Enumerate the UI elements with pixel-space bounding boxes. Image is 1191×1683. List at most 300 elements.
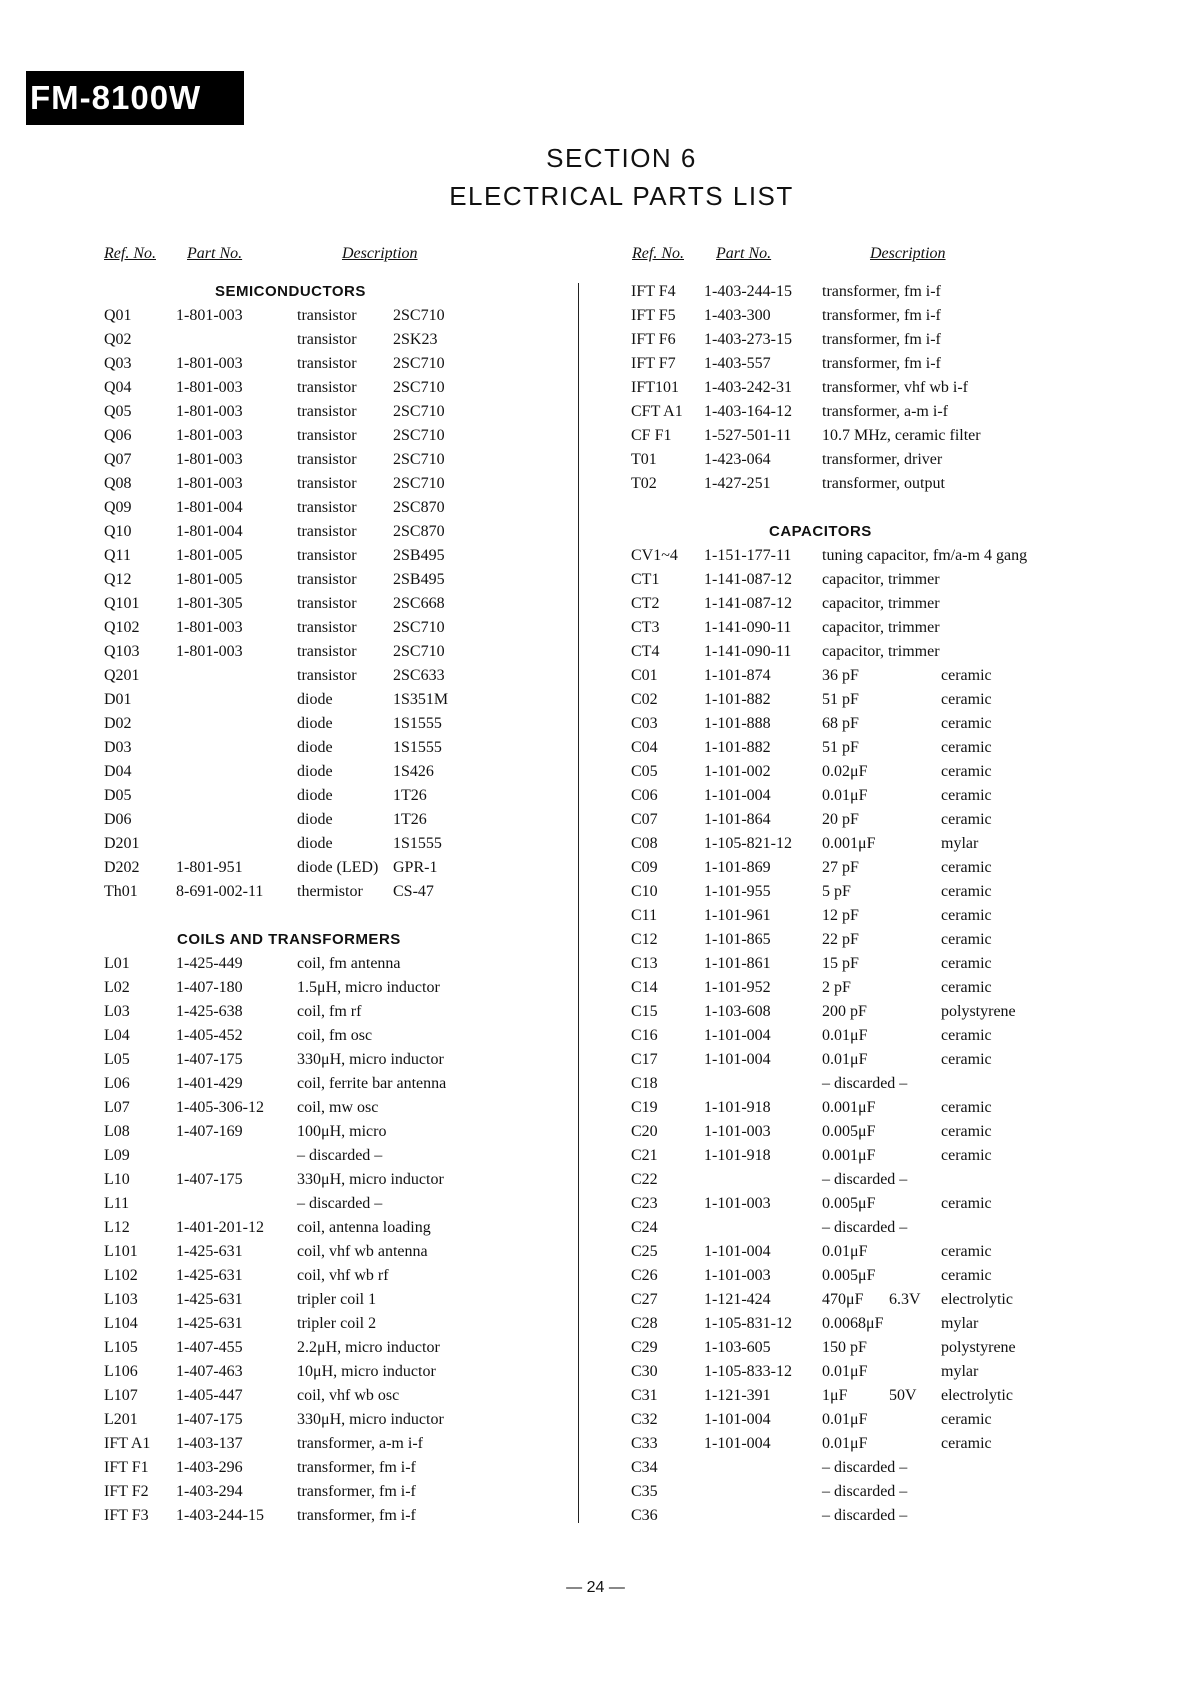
ref-no: C19 — [631, 1099, 658, 1116]
parts-row — [579, 832, 1179, 856]
description: coil, vhf wb osc — [297, 1387, 400, 1404]
section-heading: SECTION 6 — [546, 143, 697, 173]
ref-no: CT3 — [631, 619, 660, 636]
description: transistor — [297, 307, 357, 324]
parts-row — [579, 1456, 1179, 1480]
description-detail: 1S1555 — [393, 835, 442, 852]
ref-no: L10 — [104, 1171, 130, 1188]
description: transistor — [297, 547, 357, 564]
ref-no: C28 — [631, 1315, 658, 1332]
description: transistor — [297, 619, 357, 636]
description: diode — [297, 739, 333, 756]
ref-no: L101 — [104, 1243, 138, 1260]
ref-no: Q03 — [104, 355, 132, 372]
parts-row — [0, 1432, 578, 1456]
ref-no: Q06 — [104, 427, 132, 444]
part-no: 1-121-424 — [704, 1291, 771, 1308]
part-no: 1-527-501-11 — [704, 427, 792, 444]
parts-row — [0, 1096, 578, 1120]
ref-no: C07 — [631, 811, 658, 828]
part-no: 1-405-306-12 — [176, 1099, 264, 1116]
part-no: 1-101-865 — [704, 931, 771, 948]
parts-row — [579, 1360, 1179, 1384]
description: transistor — [297, 379, 357, 396]
parts-row — [0, 688, 578, 712]
ref-no: C06 — [631, 787, 658, 804]
ref-no: D202 — [104, 859, 140, 876]
ref-no: L102 — [104, 1267, 138, 1284]
header-part-no: Part No. — [187, 245, 243, 262]
dielectric-type: mylar — [941, 835, 979, 852]
description-detail: 2SC710 — [393, 379, 445, 396]
part-no: 1-101-004 — [704, 1435, 771, 1452]
part-no: 1-141-087-12 — [704, 595, 792, 612]
ref-no: L12 — [104, 1219, 130, 1236]
description: 36 pF — [822, 667, 859, 684]
ref-no: C02 — [631, 691, 658, 708]
header-ref-no-right: Ref. No. — [632, 245, 684, 262]
spacer — [0, 904, 578, 928]
part-no: 1-801-003 — [176, 451, 243, 468]
parts-row — [579, 448, 1179, 472]
description-detail: 2SC710 — [393, 403, 445, 420]
dielectric-type: ceramic — [941, 907, 992, 924]
ref-no: IFT F3 — [104, 1507, 149, 1524]
parts-row — [579, 376, 1179, 400]
description-detail: CS-47 — [393, 883, 434, 900]
description: coil, antenna loading — [297, 1219, 431, 1236]
part-no: 1-801-003 — [176, 427, 243, 444]
parts-row — [0, 976, 578, 1000]
description: coil, fm rf — [297, 1003, 362, 1020]
description: – discarded – — [822, 1075, 908, 1092]
ref-no: C34 — [631, 1459, 658, 1476]
part-no: 1-801-951 — [176, 859, 243, 876]
ref-no: Th01 — [104, 883, 138, 900]
parts-row — [0, 760, 578, 784]
part-no: 1-121-391 — [704, 1387, 771, 1404]
part-no: 1-407-463 — [176, 1363, 243, 1380]
part-no: 1-401-429 — [176, 1075, 243, 1092]
page-number: — 24 — — [566, 1579, 625, 1596]
parts-row — [579, 304, 1179, 328]
description: transformer, fm i-f — [297, 1507, 416, 1524]
parts-row — [579, 640, 1179, 664]
parts-row — [579, 880, 1179, 904]
part-no: 1-407-175 — [176, 1411, 243, 1428]
part-no: 1-105-833-12 — [704, 1363, 792, 1380]
description-detail: 2SB495 — [393, 571, 445, 588]
part-no: 1-403-296 — [176, 1459, 243, 1476]
description-detail: 1S1555 — [393, 715, 442, 732]
ref-no: D201 — [104, 835, 140, 852]
dielectric-type: ceramic — [941, 715, 992, 732]
part-no: 1-801-005 — [176, 547, 243, 564]
section-title-text: CAPACITORS — [769, 523, 872, 540]
part-no: 1-101-918 — [704, 1099, 771, 1116]
part-no: 1-101-955 — [704, 883, 771, 900]
description: – discarded – — [822, 1483, 908, 1500]
description: diode — [297, 691, 333, 708]
ref-no: IFT F7 — [631, 355, 676, 372]
ref-no: IFT F1 — [104, 1459, 149, 1476]
part-no: 1-425-631 — [176, 1315, 243, 1332]
description: 0.01μF — [822, 1243, 868, 1260]
description: transistor — [297, 523, 357, 540]
part-no: 1-101-874 — [704, 667, 771, 684]
ref-no: C14 — [631, 979, 658, 996]
spacer — [579, 496, 1179, 520]
part-no: 1-101-861 — [704, 955, 771, 972]
ref-no: D01 — [104, 691, 132, 708]
ref-no: T01 — [631, 451, 657, 468]
part-no: 1-101-004 — [704, 1411, 771, 1428]
parts-row — [579, 1072, 1179, 1096]
description: 330μH, micro inductor — [297, 1051, 444, 1068]
part-no: 1-151-177-11 — [704, 547, 792, 564]
ref-no: C24 — [631, 1219, 658, 1236]
dielectric-type: ceramic — [941, 1027, 992, 1044]
ref-no: T02 — [631, 475, 657, 492]
ref-no: CFT A1 — [631, 403, 683, 420]
parts-row — [0, 1336, 578, 1360]
parts-row — [579, 1000, 1179, 1024]
description: transformer, fm i-f — [822, 307, 941, 324]
part-no: 1-427-251 — [704, 475, 771, 492]
ref-no: D05 — [104, 787, 132, 804]
description: transistor — [297, 499, 357, 516]
part-no: 1-801-003 — [176, 379, 243, 396]
dielectric-type: ceramic — [941, 1243, 992, 1260]
ref-no: C04 — [631, 739, 658, 756]
ref-no: C33 — [631, 1435, 658, 1452]
description: 470μF — [822, 1291, 864, 1308]
part-no: 1-403-244-15 — [704, 283, 792, 300]
description: 0.01μF — [822, 1363, 868, 1380]
ref-no: C23 — [631, 1195, 658, 1212]
parts-row — [0, 1456, 578, 1480]
ref-no: L103 — [104, 1291, 138, 1308]
description: thermistor — [297, 883, 363, 900]
description: 0.01μF — [822, 1411, 868, 1428]
parts-row — [0, 736, 578, 760]
description: 100μH, micro — [297, 1123, 387, 1140]
part-no: 1-101-002 — [704, 763, 771, 780]
section-title — [579, 520, 1179, 544]
parts-row — [579, 808, 1179, 832]
ref-no: D02 — [104, 715, 132, 732]
dielectric-type: ceramic — [941, 1435, 992, 1452]
ref-no: CT4 — [631, 643, 660, 660]
description: 15 pF — [822, 955, 859, 972]
part-no: 1-103-608 — [704, 1003, 771, 1020]
parts-row — [0, 1264, 578, 1288]
description: diode — [297, 835, 333, 852]
dielectric-type: ceramic — [941, 1411, 992, 1428]
description: tripler coil 2 — [297, 1315, 377, 1332]
part-no: 1-425-449 — [176, 955, 243, 972]
section-title-text: COILS AND TRANSFORMERS — [177, 931, 401, 948]
parts-row — [579, 328, 1179, 352]
parts-row — [0, 328, 578, 352]
rating: 50V — [889, 1387, 917, 1404]
part-no: 1-405-452 — [176, 1027, 243, 1044]
part-no: 1-101-003 — [704, 1123, 771, 1140]
parts-row — [0, 304, 578, 328]
description: 0.0068μF — [822, 1315, 884, 1332]
description: 12 pF — [822, 907, 859, 924]
description: transformer, fm i-f — [822, 355, 941, 372]
description: capacitor, trimmer — [822, 619, 940, 636]
parts-row — [579, 544, 1179, 568]
parts-row — [0, 1384, 578, 1408]
ref-no: Q05 — [104, 403, 132, 420]
ref-no: C35 — [631, 1483, 658, 1500]
parts-row — [579, 424, 1179, 448]
part-no: 1-401-201-12 — [176, 1219, 264, 1236]
part-no: 1-101-004 — [704, 1027, 771, 1044]
description: transistor — [297, 355, 357, 372]
description: coil, fm osc — [297, 1027, 373, 1044]
ref-no: C11 — [631, 907, 658, 924]
parts-row — [579, 1096, 1179, 1120]
parts-row — [579, 1432, 1179, 1456]
parts-row — [579, 1048, 1179, 1072]
parts-row — [579, 280, 1179, 304]
section-title — [0, 280, 578, 304]
description-detail: 1T26 — [393, 811, 427, 828]
parts-row — [579, 1408, 1179, 1432]
part-no: 1-403-242-31 — [704, 379, 792, 396]
description-detail: 2SC710 — [393, 451, 445, 468]
header-ref-no: Ref. No. — [104, 245, 156, 262]
parts-row — [579, 928, 1179, 952]
parts-row — [579, 1384, 1179, 1408]
description: 1μF — [822, 1387, 848, 1404]
description: capacitor, trimmer — [822, 643, 940, 660]
ref-no: C13 — [631, 955, 658, 972]
parts-row — [0, 1504, 578, 1528]
description-detail: GPR-1 — [393, 859, 438, 876]
parts-row — [0, 1360, 578, 1384]
part-no: 1-101-864 — [704, 811, 771, 828]
ref-no: CF F1 — [631, 427, 672, 444]
description: transformer, vhf wb i-f — [822, 379, 968, 396]
parts-row — [0, 400, 578, 424]
part-no: 1-405-447 — [176, 1387, 243, 1404]
parts-row — [0, 1288, 578, 1312]
ref-no: C05 — [631, 763, 658, 780]
parts-row — [0, 1072, 578, 1096]
description: 5 pF — [822, 883, 851, 900]
dielectric-type: ceramic — [941, 979, 992, 996]
description: coil, fm antenna — [297, 955, 401, 972]
ref-no: IFT F2 — [104, 1483, 149, 1500]
ref-no: IFT F5 — [631, 307, 676, 324]
parts-row — [579, 352, 1179, 376]
part-no: 1-403-137 — [176, 1435, 243, 1452]
description: transistor — [297, 331, 357, 348]
part-no: 1-407-175 — [176, 1171, 243, 1188]
parts-row — [579, 1336, 1179, 1360]
parts-row — [0, 784, 578, 808]
part-no: 1-407-175 — [176, 1051, 243, 1068]
parts-row — [579, 1312, 1179, 1336]
description: transformer, driver — [822, 451, 943, 468]
description: tuning capacitor, fm/a-m 4 gang — [822, 547, 1028, 564]
parts-row — [579, 616, 1179, 640]
description-detail: 2SC870 — [393, 523, 445, 540]
description: capacitor, trimmer — [822, 571, 940, 588]
description: 0.01μF — [822, 1435, 868, 1452]
parts-row — [0, 568, 578, 592]
description: coil, ferrite bar antenna — [297, 1075, 447, 1092]
ref-no: L107 — [104, 1387, 138, 1404]
ref-no: D06 — [104, 811, 132, 828]
dielectric-type: ceramic — [941, 763, 992, 780]
parts-row — [579, 1264, 1179, 1288]
parts-row — [0, 592, 578, 616]
ref-no: C22 — [631, 1171, 658, 1188]
description: 0.005μF — [822, 1123, 876, 1140]
parts-row — [579, 736, 1179, 760]
description: 10μH, micro inductor — [297, 1363, 436, 1380]
dielectric-type: ceramic — [941, 739, 992, 756]
ref-no: CV1~4 — [631, 547, 678, 564]
description: transformer, fm i-f — [297, 1483, 416, 1500]
ref-no: D03 — [104, 739, 132, 756]
ref-no: C20 — [631, 1123, 658, 1140]
description: 1.5μH, micro inductor — [297, 979, 440, 996]
parts-row — [0, 616, 578, 640]
ref-no: C12 — [631, 931, 658, 948]
left-parts-column — [0, 280, 578, 1528]
ref-no: IFT A1 — [104, 1435, 151, 1452]
description: – discarded – — [822, 1459, 908, 1476]
part-no: 1-403-273-15 — [704, 331, 792, 348]
description: 2 pF — [822, 979, 851, 996]
part-no: 1-101-003 — [704, 1267, 771, 1284]
ref-no: Q04 — [104, 379, 132, 396]
ref-no: Q101 — [104, 595, 140, 612]
parts-row — [579, 760, 1179, 784]
part-no: 1-101-882 — [704, 691, 771, 708]
part-no: 8-691-002-11 — [176, 883, 264, 900]
parts-row — [0, 496, 578, 520]
description: 2.2μH, micro inductor — [297, 1339, 440, 1356]
ref-no: C21 — [631, 1147, 658, 1164]
parts-row — [0, 1240, 578, 1264]
dielectric-type: polystyrene — [941, 1003, 1016, 1020]
part-no: 1-423-064 — [704, 451, 771, 468]
ref-no: C31 — [631, 1387, 658, 1404]
ref-no: L05 — [104, 1051, 130, 1068]
ref-no: C36 — [631, 1507, 658, 1524]
ref-no: Q103 — [104, 643, 140, 660]
parts-row — [579, 472, 1179, 496]
part-no: 1-403-244-15 — [176, 1507, 264, 1524]
part-no: 1-101-888 — [704, 715, 771, 732]
description: transformer, a-m i-f — [297, 1435, 423, 1452]
description: 10.7 MHz, ceramic filter — [822, 427, 981, 444]
part-no: 1-801-003 — [176, 355, 243, 372]
parts-row — [579, 1216, 1179, 1240]
dielectric-type: electrolytic — [941, 1387, 1013, 1404]
part-no: 1-801-004 — [176, 523, 243, 540]
description: 0.005μF — [822, 1267, 876, 1284]
parts-row — [0, 1408, 578, 1432]
part-no: 1-101-918 — [704, 1147, 771, 1164]
dielectric-type: ceramic — [941, 883, 992, 900]
description: 0.01μF — [822, 787, 868, 804]
ref-no: C30 — [631, 1363, 658, 1380]
part-no: 1-103-605 — [704, 1339, 771, 1356]
description: 51 pF — [822, 691, 859, 708]
parts-row — [0, 952, 578, 976]
parts-row — [0, 712, 578, 736]
parts-row — [579, 1144, 1179, 1168]
ref-no: C27 — [631, 1291, 658, 1308]
ref-no: Q201 — [104, 667, 140, 684]
description: 200 pF — [822, 1003, 867, 1020]
part-no: 1-801-003 — [176, 643, 243, 660]
parts-row — [579, 904, 1179, 928]
part-no: 1-141-087-12 — [704, 571, 792, 588]
description-detail: 2SC870 — [393, 499, 445, 516]
ref-no: CT1 — [631, 571, 660, 588]
part-no: 1-105-831-12 — [704, 1315, 792, 1332]
header-part-no-right: Part No. — [716, 245, 772, 262]
parts-row — [0, 376, 578, 400]
part-no: 1-403-164-12 — [704, 403, 792, 420]
part-no: 1-403-557 — [704, 355, 771, 372]
description: coil, vhf wb rf — [297, 1267, 389, 1284]
part-no: 1-101-004 — [704, 787, 771, 804]
description: tripler coil 1 — [297, 1291, 377, 1308]
parts-row — [0, 424, 578, 448]
parts-row — [0, 448, 578, 472]
parts-row — [579, 1192, 1179, 1216]
parts-row — [579, 400, 1179, 424]
description: transistor — [297, 403, 357, 420]
ref-no: Q102 — [104, 619, 140, 636]
description: diode — [297, 715, 333, 732]
ref-no: C25 — [631, 1243, 658, 1260]
parts-row — [0, 1000, 578, 1024]
part-no: 1-101-882 — [704, 739, 771, 756]
parts-row — [579, 1480, 1179, 1504]
description: 0.01μF — [822, 1051, 868, 1068]
ref-no: C16 — [631, 1027, 658, 1044]
part-no: 1-801-003 — [176, 307, 243, 324]
part-no: 1-105-821-12 — [704, 835, 792, 852]
ref-no: C29 — [631, 1339, 658, 1356]
description: 150 pF — [822, 1339, 867, 1356]
parts-row — [579, 976, 1179, 1000]
description-detail: 1S426 — [393, 763, 434, 780]
part-no: 1-425-631 — [176, 1267, 243, 1284]
parts-row — [579, 952, 1179, 976]
header-description-right: Description — [870, 245, 946, 262]
ref-no: IFT F4 — [631, 283, 676, 300]
parts-row — [0, 1120, 578, 1144]
description: coil, mw osc — [297, 1099, 379, 1116]
parts-row — [579, 592, 1179, 616]
description: transistor — [297, 427, 357, 444]
ref-no: Q07 — [104, 451, 132, 468]
ref-no: C10 — [631, 883, 658, 900]
parts-row — [0, 544, 578, 568]
